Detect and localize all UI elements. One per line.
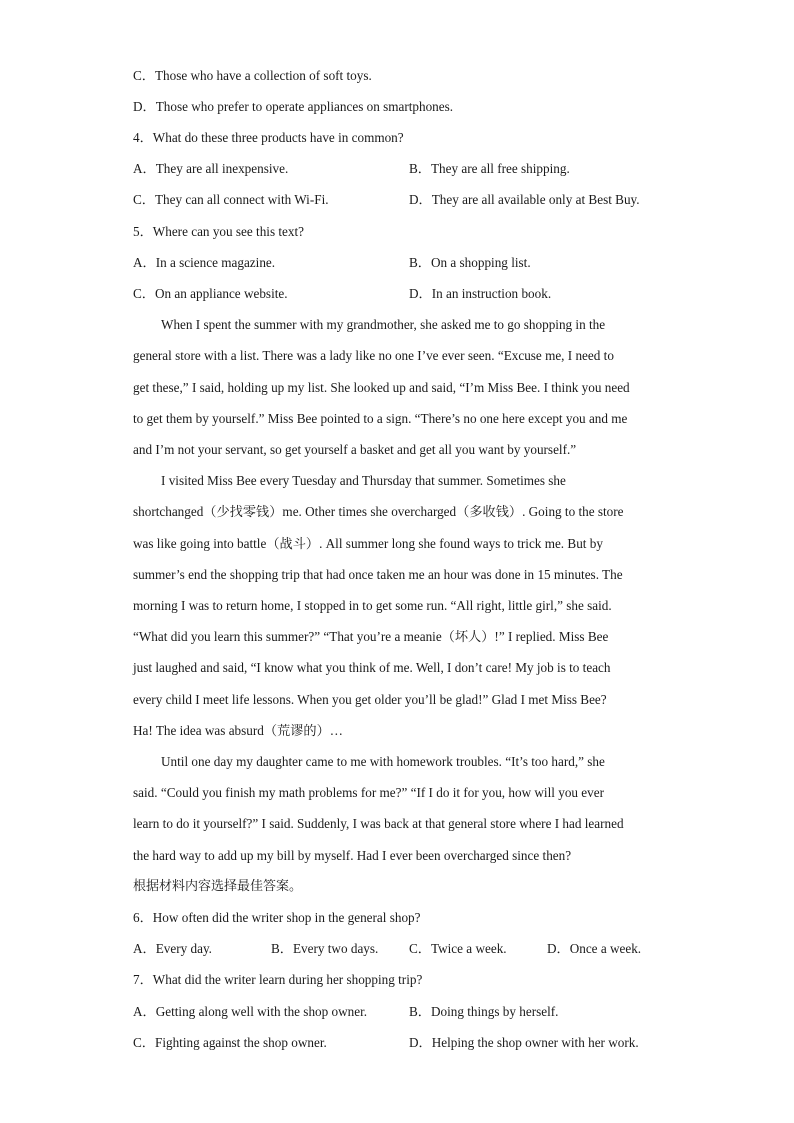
q4-stem: 4．What do these three products have in common? (133, 130, 404, 145)
passage-line: was like going into battle（战斗）. All summer long she found ways to trick me. But by (133, 536, 603, 551)
q6-option-c: C．Twice a week. (409, 941, 507, 956)
q5-option-d: D．In an instruction book. (409, 286, 552, 301)
q6-option-b: B．Every two days. (271, 941, 379, 956)
passage-line: “What did you learn this summer?” “That you’re a meanie（坏人）!” I replied. Miss Bee (133, 629, 609, 644)
q5-option-b: B．On a shopping list. (409, 255, 531, 270)
q4-option-c: C．They can all connect with Wi-Fi. (133, 192, 329, 207)
passage-line: summer’s end the shopping trip that had once taken me an hour was done in 15 minutes. The (133, 567, 623, 582)
q7-option-c: C．Fighting against the shop owner. (133, 1035, 327, 1050)
q4-option-a: A．They are all inexpensive. (133, 161, 289, 176)
instruction: 根据材料内容选择最佳答案。 (133, 879, 303, 894)
q5-stem: 5．Where can you see this text? (133, 224, 305, 239)
q7-stem: 7．What did the writer learn during her shopping trip? (133, 972, 423, 987)
q6-option-a: A．Every day. (133, 941, 212, 956)
q3-option-c: C．Those who have a collection of soft toys. (133, 68, 372, 83)
passage-line: the hard way to add up my bill by myself. Had I ever been overcharged since then? (133, 848, 572, 863)
passage-line: I visited Miss Bee every Tuesday and Thursday that summer. Sometimes she (161, 473, 566, 488)
passage-line: Until one day my daughter came to me with homework troubles. “It’s too hard,” she (161, 754, 605, 769)
q5-option-c: C．On an appliance website. (133, 286, 288, 301)
passage-line: every child I meet life lessons. When you get older you’ll be glad!” Glad I met Miss Bee? (133, 692, 607, 707)
q7-option-b: B．Doing things by herself. (409, 1004, 559, 1019)
q3-option-d: D．Those who prefer to operate appliances on smartphones. (133, 99, 454, 114)
passage-line: general store with a list. There was a lady like no one I’ve ever seen. “Excuse me, I need to (133, 348, 614, 363)
q5-option-a: A．In a science magazine. (133, 255, 276, 270)
q6-stem: 6．How often did the writer shop in the general shop? (133, 910, 421, 925)
q4-option-b: B．They are all free shipping. (409, 161, 570, 176)
q6-option-d: D．Once a week. (547, 941, 642, 956)
passage-line: When I spent the summer with my grandmother, she asked me to go shopping in the (161, 317, 606, 332)
passage-line: just laughed and said, “I know what you think of me. Well, I don’t care! My job is to teach (133, 660, 611, 675)
passage-line: Ha! The idea was absurd（荒谬的）… (133, 723, 343, 738)
q4-option-d: D．They are all available only at Best Buy. (409, 192, 640, 207)
passage-line: morning I was to return home, I stopped in to get some run. “All right, little girl,” she said. (133, 598, 612, 613)
passage-line: and I’m not your servant, so get yourself a basket and get all you want by yourself.” (133, 442, 577, 457)
passage-line: shortchanged（少找零钱）me. Other times she overcharged（多收钱）. Going to the store (133, 504, 624, 519)
passage-line: to get them by yourself.” Miss Bee pointed to a sign. “There’s no one here except you and me (133, 411, 628, 426)
passage-line: get these,” I said, holding up my list. She looked up and said, “I’m Miss Bee. I think you need (133, 380, 630, 395)
passage-line: learn to do it yourself?” I said. Suddenly, I was back at that general store where I had learned (133, 816, 624, 831)
passage-line: said. “Could you finish my math problems for me?” “If I do it for you, how will you ever (133, 785, 604, 800)
q7-option-d: D．Helping the shop owner with her work. (409, 1035, 639, 1050)
q7-option-a: A．Getting along well with the shop owner. (133, 1004, 368, 1019)
